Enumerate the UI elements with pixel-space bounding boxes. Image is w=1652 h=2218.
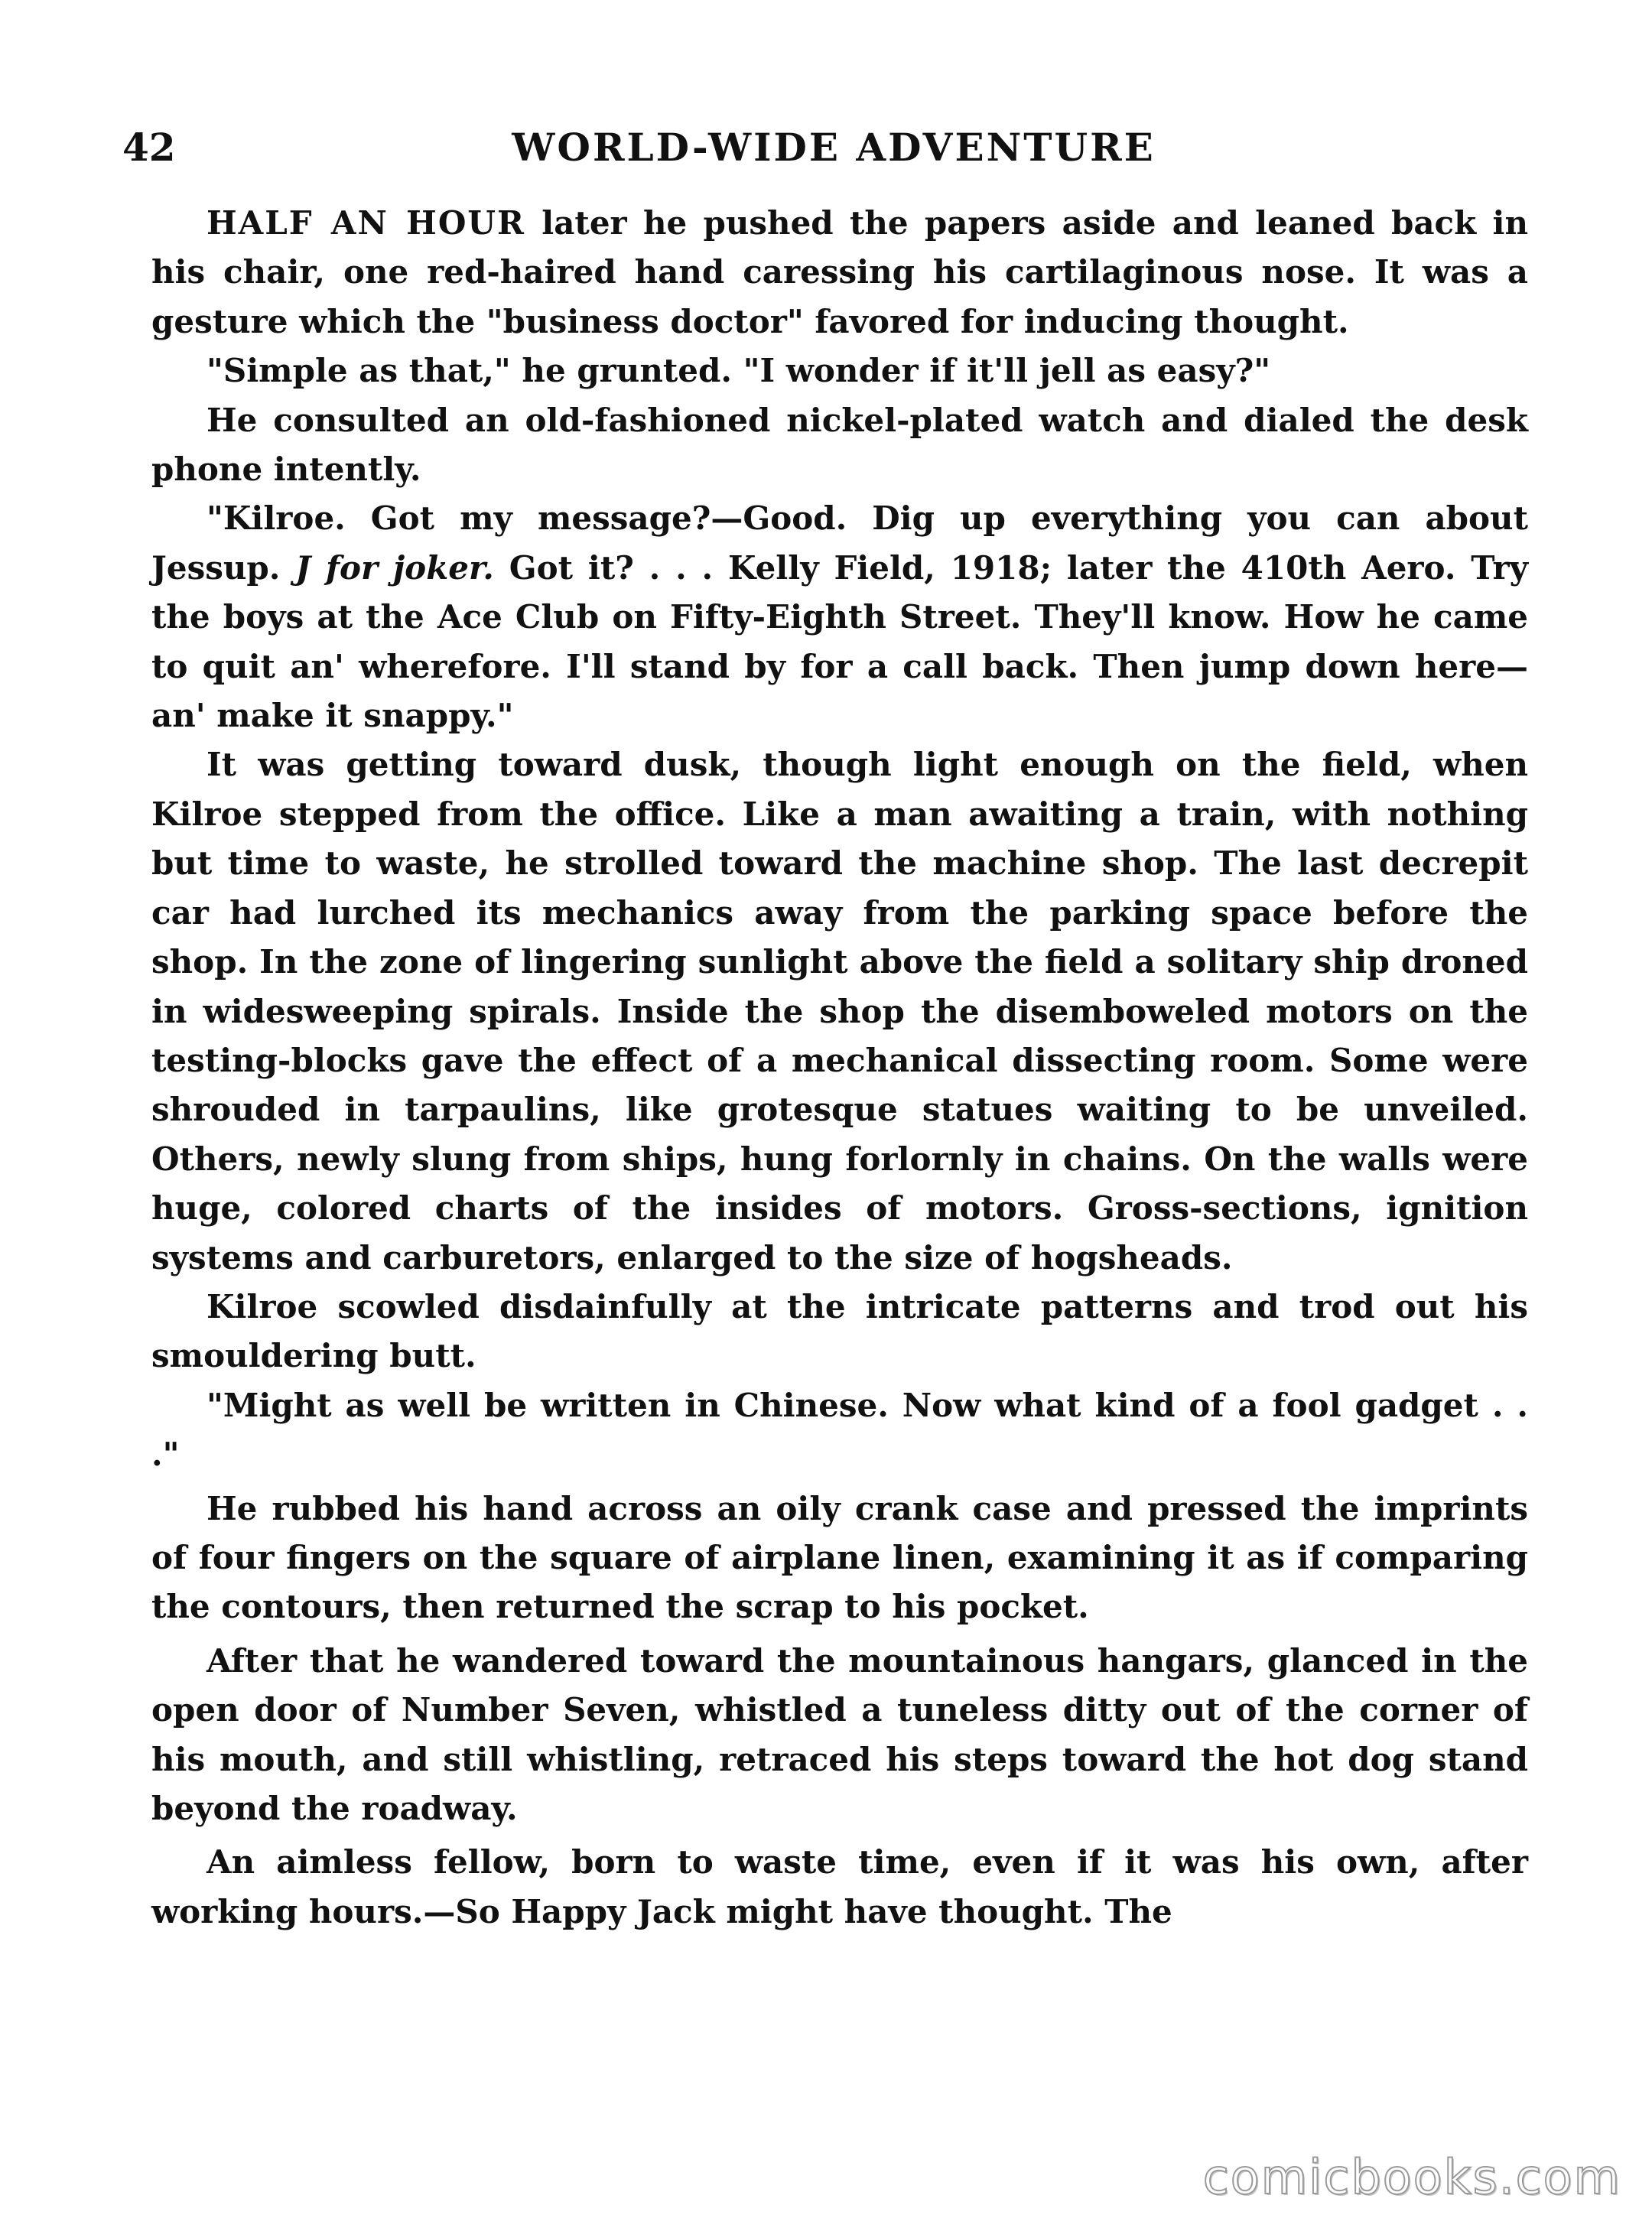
paragraph-2: "Simple as that," he grunted. "I wonder if it'll jell as easy?" — [206, 352, 1271, 390]
paragraph-1 — [151, 199, 1528, 346]
paragraph-8: He rubbed his hand across an oily crank case and pressed the imprints of four fingers on the square of airplane linen, examining it as if comparing the contours, then returned the scrap to his pocket. — [151, 1489, 1528, 1626]
page-number: 42 — [122, 125, 176, 170]
paragraph-4-text-b: Got it? . . . Kelly Field, 1918; later the 410th Aero. Try the boys at the Ace Club on Fifty-Eighth Street. They'll know. How he came to quit an' wherefore. I'll stand by for a call back. Then jump down here—an' make it snappy." — [151, 548, 1528, 735]
paragraph-4-text-a: "Kilroe. Got my message?—Good. Dig up everything you can about Jessup. — [151, 499, 1528, 587]
paragraph-1-text: later he pushed the papers aside and leaned back in his chair, one red-haired hand caressing his cartilaginous nose. It was a gesture which the "business doctor" favored for inducing thought. — [151, 204, 1528, 340]
body-text — [151, 199, 1528, 1937]
paragraph-3: He consulted an old-fashioned nickel-plated watch and dialed the desk phone intently. — [151, 401, 1528, 489]
paragraph-7: "Might as well be written in Chinese. Now what kind of a fool gadget . . ." — [151, 1386, 1528, 1474]
paragraph-10: An aimless fellow, born to waste time, even if it was his own, after working hours.—So Happy Jack might have thought. The — [151, 1843, 1528, 1930]
watermark: comicbooks.com — [1202, 2149, 1621, 2205]
paragraph-lead: HALF AN HOUR — [206, 204, 525, 242]
paragraph-6: Kilroe scowled disdainfully at the intricate patterns and trod out his smouldering butt. — [151, 1287, 1528, 1375]
paragraph-5: It was getting toward dusk, though light enough on the field, when Kilroe stepped from the office. Like a man awaiting a train, with nothing but time to waste, he strolled toward the machine shop. The last decrepit car had lurched its mechanics away from the parking space before the shop. In the zone of lingering sunlight above the field a solitary ship droned in widesweeping spirals. Inside the shop the disemboweled motors on the testing-blocks gave the effect of a mechanical dissecting room. Some were shrouded in tarpaulins, like grotesque statues waiting to be unveiled. Others, newly slung from ships, hung forlornly in chains. On the walls were huge, colored charts of the insides of motors. Gross-sections, ignition systems and carburetors, enlarged to the size of hogsheads. — [151, 746, 1528, 1276]
paragraph-9: After that he wandered toward the mountainous hangars, glanced in the open door of Number Seven, whistled a tuneless ditty out of the corner of his mouth, and still whistling, retraced his steps toward the hot dog stand beyond the roadway. — [151, 1641, 1528, 1827]
paragraph-4 — [151, 494, 1528, 740]
running-head — [122, 121, 1545, 174]
paragraph-4-italic: J for joker. — [295, 548, 494, 587]
running-title: WORLD-WIDE ADVENTURE — [512, 125, 1156, 170]
